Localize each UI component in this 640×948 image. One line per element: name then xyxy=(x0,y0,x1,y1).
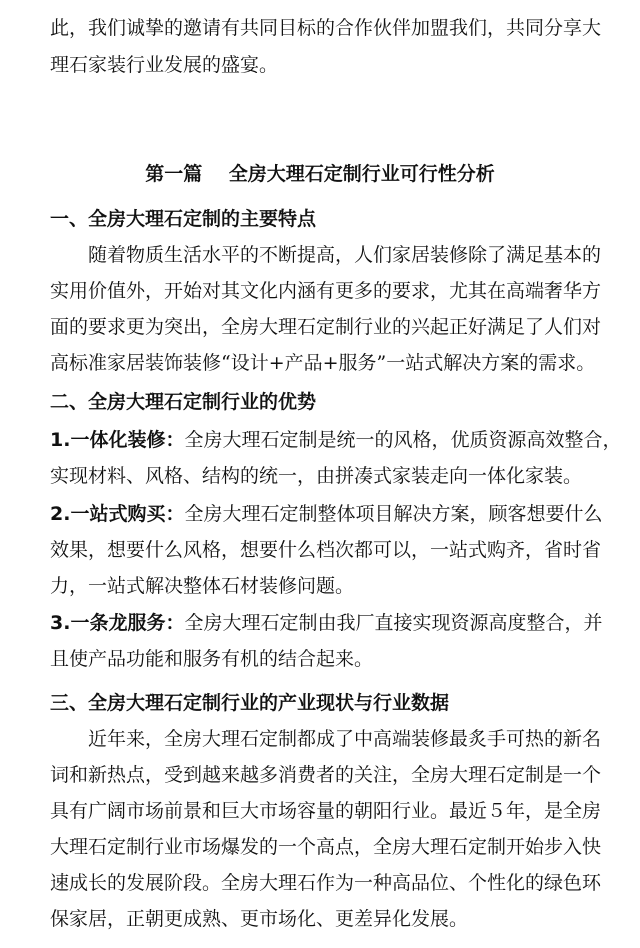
paragraph-line: 大理石定制行业市场爆发的一个高点，全房大理石定制开始步入快 xyxy=(50,836,602,858)
item-text: 全房大理石定制整体项目解决方案，顾客想要什么 xyxy=(184,503,603,525)
chapter-title: 第一篇 全房大理石定制行业可行性分析 xyxy=(145,163,495,185)
list-item xyxy=(50,425,622,455)
item-text: 且使产品功能和服务有机的结合起来。 xyxy=(50,648,374,670)
item-text: 全房大理石定制是统一的风格，优质资源高效整合， xyxy=(184,429,622,451)
item-label: 2.一站式购买： xyxy=(50,503,185,525)
paragraph-line: 面的要求更为突出，全房大理石定制行业的兴起正好满足了人们对 xyxy=(50,316,602,338)
item-text: 力，一站式解决整体石材装修问题。 xyxy=(50,575,355,597)
paragraph-line: 近年来，全房大理石定制都成了中高端装修最炙手可热的新名 xyxy=(88,728,602,750)
list-item xyxy=(50,608,610,638)
section-heading: 三、全房大理石定制行业的产业现状与行业数据 xyxy=(50,692,450,714)
paragraph-line: 实用价值外，开始对其文化内涵有更多的要求，尤其在高端奢华方 xyxy=(50,280,602,302)
item-text: 全房大理石定制由我厂直接实现资源高度整合，并 xyxy=(184,612,603,634)
item-text: 效果，想要什么风格，想要什么档次都可以，一站式购齐，省时省 xyxy=(50,539,602,561)
section-heading: 一、全房大理石定制的主要特点 xyxy=(50,208,317,230)
paragraph-line: 具有广阔市场前景和巨大市场容量的朝阳行业。最近５年，是全房 xyxy=(50,800,602,822)
paragraph-line: 词和新热点，受到越来越多消费者的关注，全房大理石定制是一个 xyxy=(50,764,602,786)
paragraph-line: 随着物质生活水平的不断提高，人们家居装修除了满足基本的 xyxy=(88,244,602,266)
item-text: 实现材料、风格、结构的统一，由拼凑式家装走向一体化家装。 xyxy=(50,465,583,487)
list-item xyxy=(50,499,610,529)
intro-line: 理石家装行业发展的盛宴。 xyxy=(50,54,279,76)
paragraph-line: 保家居，正朝更成熟、更市场化、更差异化发展。 xyxy=(50,908,469,930)
item-label: 1.一体化装修： xyxy=(50,429,185,451)
intro-line: 此，我们诚挚的邀请有共同目标的合作伙伴加盟我们，共同分享大 xyxy=(50,17,602,39)
section-heading: 二、全房大理石定制行业的优势 xyxy=(50,391,317,413)
item-label: 3.一条龙服务： xyxy=(50,612,185,634)
paragraph-line: 高标准家居装饰装修“设计+产品+服务”一站式解决方案的需求。 xyxy=(50,352,596,374)
paragraph-line: 速成长的发展阶段。全房大理石作为一种高品位、个性化的绿色环 xyxy=(50,872,602,894)
